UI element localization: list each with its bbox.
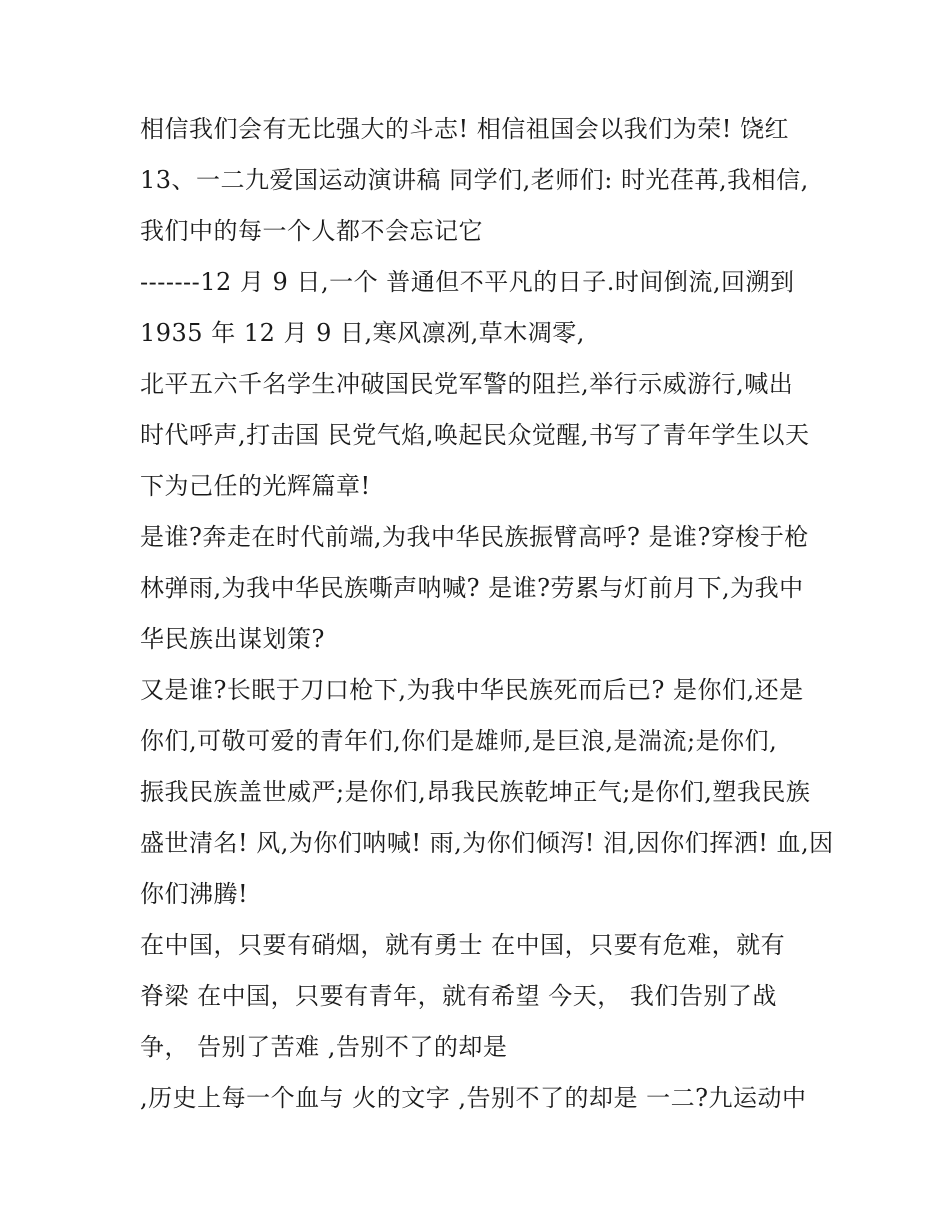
text-line: 相信我们会有无比强大的斗志! 相信祖国会以我们为荣! 饶红 (140, 115, 790, 143)
text-line: 1935 年 12 月 9 日,寒风凛冽,草木凋零, (140, 319, 585, 347)
text-line: 北平五六千名学生冲破国民党军警的阻拦,举行示威游行,喊出 (140, 370, 794, 398)
text-line: 你们,可敬可爱的青年们,你们是雄师,是巨浪,是湍流;是你们, (140, 727, 778, 755)
text-line: 我们中的每一个人都不会忘记它 (140, 217, 483, 245)
text-line: 13、一二九爱国运动演讲稿 同学们,老师们: 时光荏苒,我相信, (140, 166, 809, 194)
text-line: 时代呼声,打击国 民党气焰,唤起民众觉醒,书写了青年学生以天 (140, 421, 810, 449)
text-line: 脊梁 在中国，只要有青年，就有希望 今天， 我们告别了战 (140, 982, 777, 1010)
text-line: 你们沸腾! (140, 880, 249, 908)
text-line: 盛世清名! 风,为你们呐喊! 雨,为你们倾泻! 泪,因你们挥洒! 血,因 (140, 829, 834, 857)
text-line: 振我民族盖世威严;是你们,昂我民族乾坤正气;是你们,塑我民族 (140, 778, 811, 806)
text-line: 华民族出谋划策? (140, 625, 325, 653)
text-line: -------12 月 9 日,一个 普通但不平凡的日子.时间倒流,回溯到 (140, 268, 795, 296)
text-line: 下为己任的光辉篇章! (140, 472, 371, 500)
text-line: 争， 告别了苦难 ,告别不了的却是 (140, 1033, 508, 1061)
text-line: 在中国，只要有硝烟，就有勇士 在中国，只要有危难，就有 (140, 931, 786, 959)
text-line: 又是谁?长眠于刀口枪下,为我中华民族死而后已? 是你们,还是 (140, 676, 804, 704)
speech-text-body (140, 104, 834, 1124)
text-line: ,历史上每一个血与 火的文字 ,告别不了的却是 一二?九运动中 (140, 1084, 807, 1112)
text-line: 林弹雨,为我中华民族嘶声呐喊? 是谁?劳累与灯前月下,为我中 (140, 574, 804, 602)
text-line: 是谁?奔走在时代前端,为我中华民族振臂高呼? 是谁?穿梭于枪 (140, 523, 809, 551)
